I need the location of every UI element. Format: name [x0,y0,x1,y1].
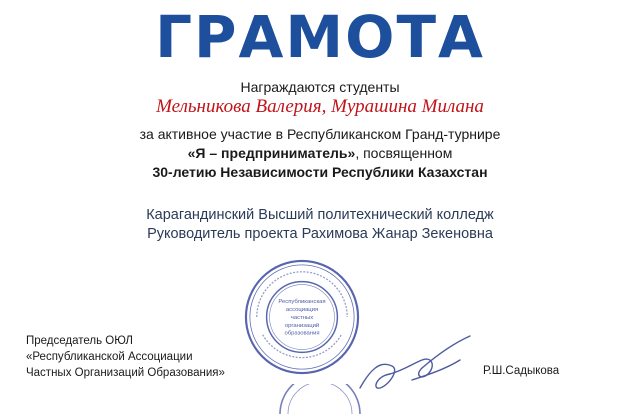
stamp-line-2: ассоциация [285,307,319,314]
secondary-stamp [270,384,370,414]
association-seal-stamp [243,258,361,376]
stamp-line-5: образования [284,330,320,337]
awarded-line: Награждаются студенты [240,79,400,95]
dedicated-suffix: , посвященном [355,145,453,161]
college-line: Карагандинский Высший политехнический колледж [146,207,494,223]
signer-name: Р.Ш.Садыкова [483,365,560,377]
chair-line-1: Председатель ОЮЛ [26,335,133,347]
chairperson-block [26,333,225,381]
manager-line: Руководитель проекта Рахимова Жанар Зекеновна [147,226,493,242]
stamp-line-4: организаций [284,322,320,329]
stamp-line-3: частных [290,314,314,321]
recipients-names: Мельникова Валерия, Мурашина Милана [156,96,484,117]
chair-line-2: «Республиканской Ассоциации [26,351,193,363]
chair-line-3: Частных Организаций Образования» [26,367,225,379]
anniversary-line: 30-летию Независимости Республики Казахстан [152,164,488,180]
certificate-title: ГРАМОТА [155,3,485,71]
reason-line: за активное участие в Республиканском Гранд-турнире [139,126,501,142]
tournament-line [0,144,640,162]
handwritten-signature [352,330,482,400]
tournament-name: «Я – предприниматель» [187,145,356,161]
stamp-line-1: Республиканская [278,299,326,306]
